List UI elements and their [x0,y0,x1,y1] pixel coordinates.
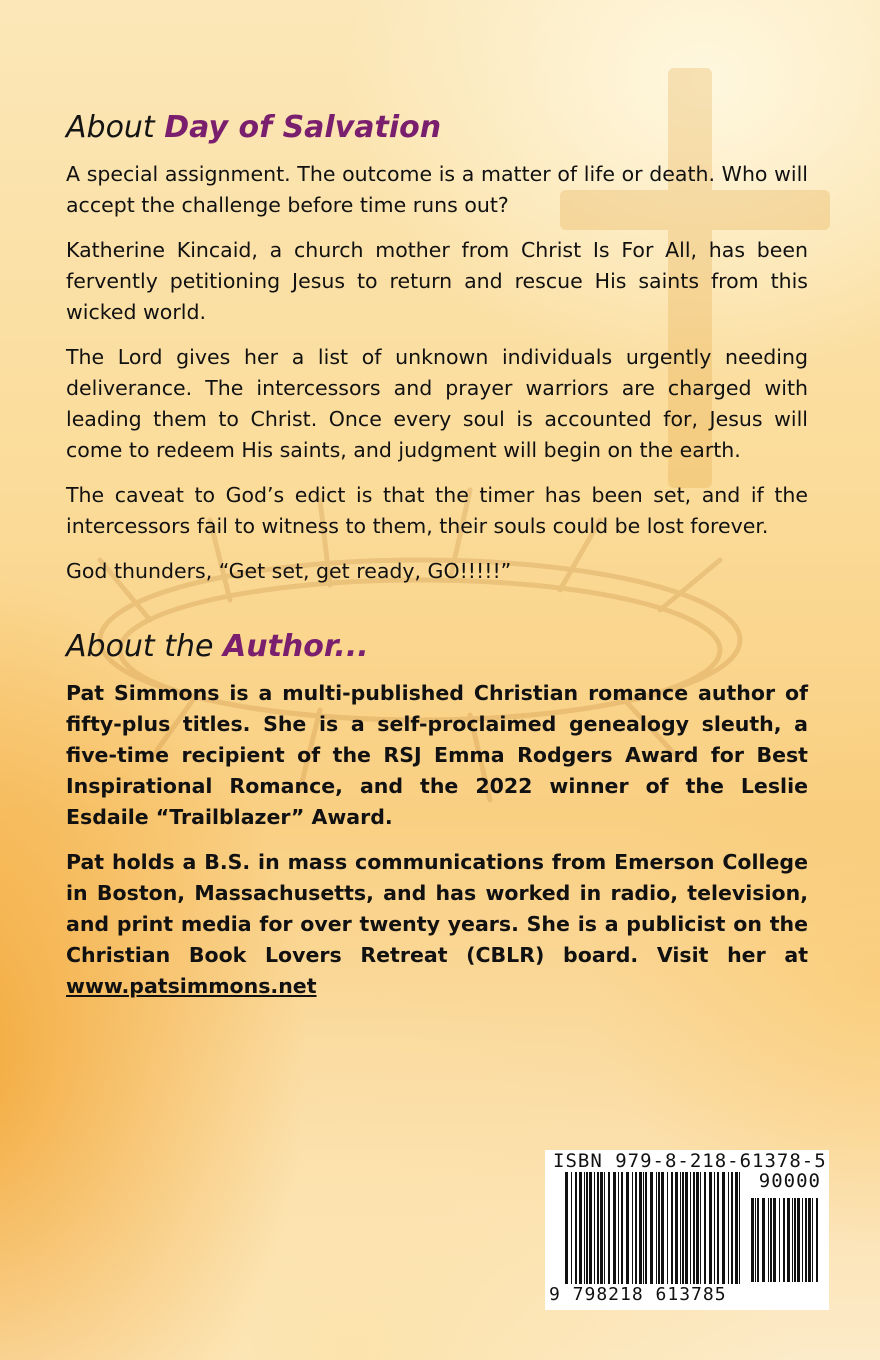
barcode-bar [812,1198,813,1282]
barcode-bar [751,1198,754,1282]
isbn-label: ISBN 979-8-218-61378-5 [553,1150,827,1172]
synopsis-heading-prefix: About [66,110,165,145]
barcode-bar [667,1172,668,1284]
barcode-bar [579,1172,582,1284]
author-website-link[interactable]: www.patsimmons.net [66,974,317,998]
barcode-bar [650,1172,653,1284]
barcode-bar [696,1172,699,1284]
synopsis-paragraph: Katherine Kincaid, a church mother from Christ Is For All, has been fervently petitioning Jesus to return and rescue His saints from this wicked world. [66,238,808,324]
barcode-bar [584,1172,585,1284]
author-bio-paragraph: Pat Simmons is a multi-published Christian romance author of fifty-plus titles. She is a self-proclaimed genealogy sleuth, a five-time recipient of the RSJ Emma Rodgers Award for Best Inspirational Romance, and the 2022 winner of the Leslie Esdaile “Trailblazer” Award. [66,681,808,829]
barcode-bar [722,1172,725,1284]
barcode-bars [565,1172,745,1284]
barcode-bar [735,1172,738,1284]
barcode-bar [656,1172,657,1284]
barcode-bar [597,1172,599,1284]
barcode-bar [586,1172,588,1284]
barcode-bar [700,1172,701,1284]
barcode-bar [575,1172,577,1284]
barcode-bar [808,1198,811,1282]
barcode-bar [682,1172,684,1284]
barcode-bar [571,1172,572,1284]
barcode-bar [680,1172,681,1284]
barcode-bar [762,1198,765,1282]
barcode-bar [704,1172,706,1284]
barcode-bar [794,1198,796,1282]
isbn-barcode [545,1150,829,1310]
synopsis-heading [66,108,808,147]
author-bio-paragraph [66,847,808,1002]
barcode-bar [693,1172,695,1284]
barcode-bar [768,1198,769,1282]
barcode-bar [709,1172,712,1284]
synopsis-paragraph: A special assignment. The outcome is a matter of life or death. Who will accept the challenge before time runs out? [66,162,808,217]
barcode-bar [626,1172,629,1284]
author-heading-prefix: About the [66,629,224,664]
barcode-bar [645,1172,647,1284]
barcode-bar [717,1172,719,1284]
book-title: Day of Salvation [164,110,442,145]
barcode-bar [685,1172,688,1284]
barcode-bar [792,1198,793,1282]
author-bio-text: Pat holds a B.S. in mass communications from Emerson College in Boston, Massachusetts, and has worked in radio, television, and print media for over twenty years. She is a publicist on the Christian Book Lovers Retreat (CBLR) board. Visit her at [66,850,808,967]
barcode-bar [565,1172,568,1284]
barcode-bar [739,1172,740,1284]
ean-digits: 9 798218 613785 [549,1284,727,1305]
barcode-bar [639,1172,642,1284]
barcode-bar [671,1172,673,1284]
barcode-bar [816,1198,818,1282]
price-code: 90000 [758,1170,821,1192]
barcode-bar [805,1198,807,1282]
barcode-bar [658,1172,660,1284]
back-cover-text [66,108,808,1016]
barcode-bar [661,1172,664,1284]
barcode-bar [594,1172,595,1284]
barcode-bar [643,1172,644,1284]
barcode-bar [690,1172,691,1284]
barcode-bar [608,1172,610,1284]
barcode-bar [618,1172,619,1284]
barcode-bar [755,1198,756,1282]
barcode-bar [773,1198,776,1282]
barcode-bar [613,1172,616,1284]
barcode-bar [632,1172,633,1284]
barcode-bar [757,1198,759,1282]
barcode-bar [621,1172,623,1284]
barcode-bar [797,1198,800,1282]
barcode-bar [783,1198,785,1282]
barcode-bar [589,1172,592,1284]
barcode-bar [604,1172,605,1284]
barcode-bar [802,1198,803,1282]
barcode-bar [728,1172,729,1284]
barcode-bar [714,1172,715,1284]
barcode-bar [675,1172,678,1284]
synopsis-paragraph: God thunders, “Get set, get ready, GO!!!!!” [66,559,512,583]
barcode-bar [600,1172,603,1284]
author-heading-accent: Author... [223,629,369,664]
price-barcode-bars [751,1198,821,1282]
barcode-bar [731,1172,733,1284]
barcode-bar [635,1172,637,1284]
barcode-bar [779,1198,780,1282]
author-heading [66,627,808,666]
barcode-bar [787,1198,790,1282]
barcode-bar [770,1198,772,1282]
synopsis-paragraph: The Lord gives her a list of unknown individuals urgently needing deliverance. The intercessors and prayer warriors are charged with leading them to Christ. Once every soul is accounted for, Jesus will come to redeem His saints, and judgment will begin on the earth. [66,345,808,462]
synopsis-paragraph: The caveat to God’s edict is that the timer has been set, and if the intercessors fail to witness to them, their souls could be lost forever. [66,483,808,538]
